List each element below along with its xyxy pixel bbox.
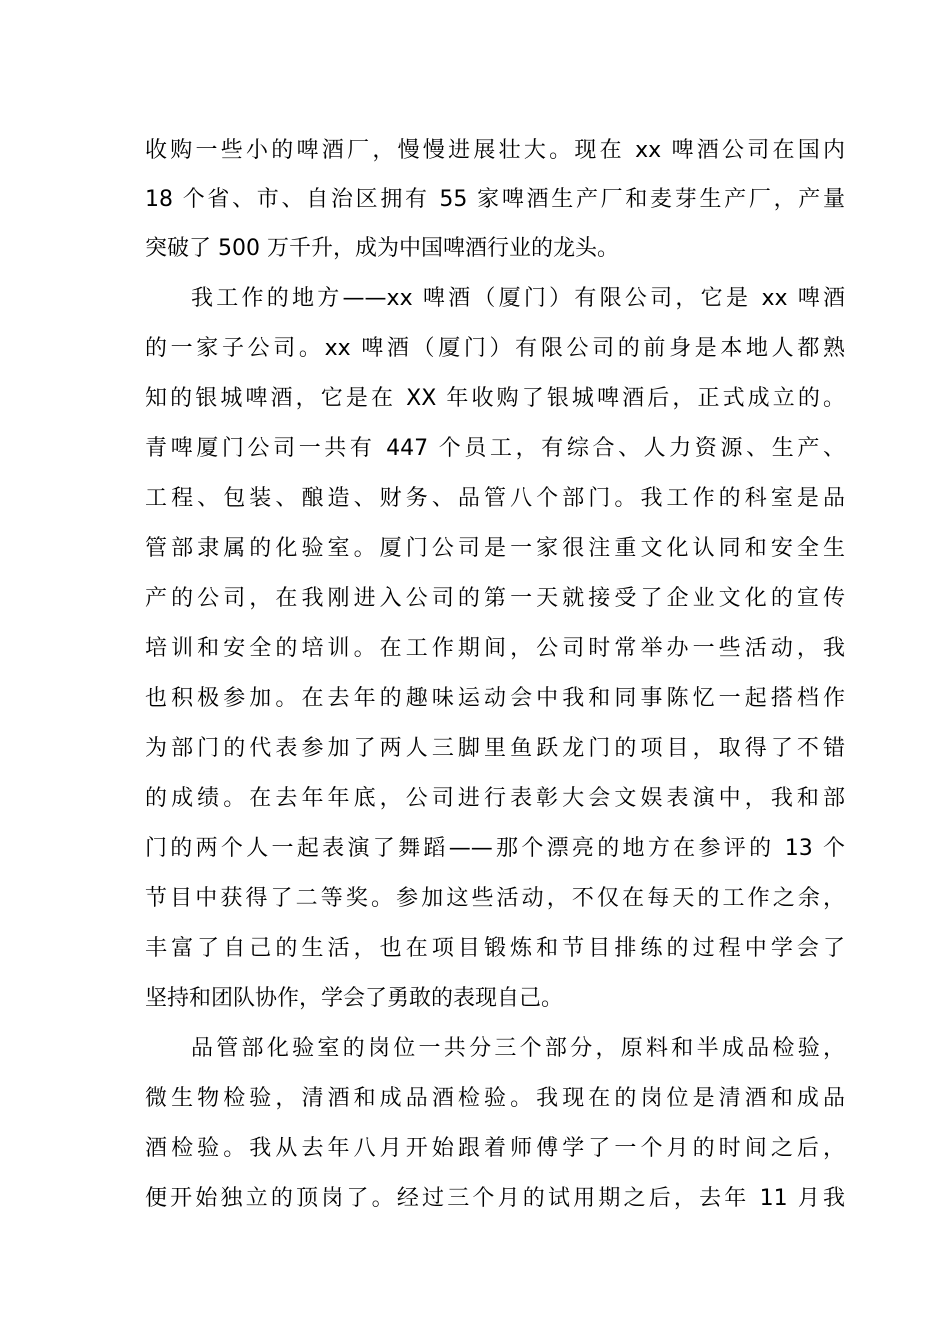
text-line: 微生物检验，清酒和成品酒检验。我现在的岗位是清酒和成品 — [145, 1086, 845, 1111]
text-line: 我工作的地方——xx 啤酒（厦门）有限公司，它是 xx 啤酒 — [191, 286, 845, 311]
text-line: 坚持和团队协作，学会了勇敢的表现自己。 — [145, 986, 564, 1011]
text-line: 收购一些小的啤酒厂，慢慢进展壮大。现在 xx 啤酒公司在国内 — [145, 138, 845, 163]
text-line: 也积极参加。在去年的趣味运动会中我和同事陈忆一起搭档作 — [145, 686, 845, 711]
text-line: 品管部化验室的岗位一共分三个部分，原料和半成品检验， — [191, 1036, 845, 1061]
text-line: 的一家子公司。xx 啤酒（厦门）有限公司的前身是本地人都熟 — [145, 336, 845, 361]
text-line: 突破了 500 万千升，成为中国啤酒行业的龙头。 — [145, 236, 619, 261]
text-line: 18 个省、市、自治区拥有 55 家啤酒生产厂和麦芽生产厂，产量 — [145, 187, 845, 212]
text-line: 丰富了自己的生活，也在项目锻炼和节目排练的过程中学会了 — [145, 936, 845, 961]
text-line: 工程、包装、酿造、财务、品管八个部门。我工作的科室是品 — [145, 486, 845, 511]
text-line: 酒检验。我从去年八月开始跟着师傅学了一个月的时间之后， — [145, 1136, 845, 1161]
text-line: 节目中获得了二等奖。参加这些活动，不仅在每天的工作之余， — [145, 886, 845, 911]
text-line: 为部门的代表参加了两人三脚里鱼跃龙门的项目，取得了不错 — [145, 736, 845, 761]
text-line: 的成绩。在去年年底，公司进行表彰大会文娱表演中，我和部 — [145, 786, 845, 811]
text-line: 便开始独立的顶岗了。经过三个月的试用期之后，去年 11 月我 — [145, 1186, 845, 1211]
text-line: 管部隶属的化验室。厦门公司是一家很注重文化认同和安全生 — [145, 536, 845, 561]
text-line: 产的公司，在我刚进入公司的第一天就接受了企业文化的宣传 — [145, 586, 845, 611]
text-line: 门的两个人一起表演了舞蹈——那个漂亮的地方在参评的 13 个 — [145, 836, 845, 861]
text-line: 青啤厦门公司一共有 447 个员工，有综合、人力资源、生产、 — [145, 436, 845, 461]
text-line: 知的银城啤酒，它是在 XX 年收购了银城啤酒后，正式成立的。 — [145, 386, 845, 411]
text-line: 培训和安全的培训。在工作期间，公司时常举办一些活动，我 — [145, 636, 845, 661]
